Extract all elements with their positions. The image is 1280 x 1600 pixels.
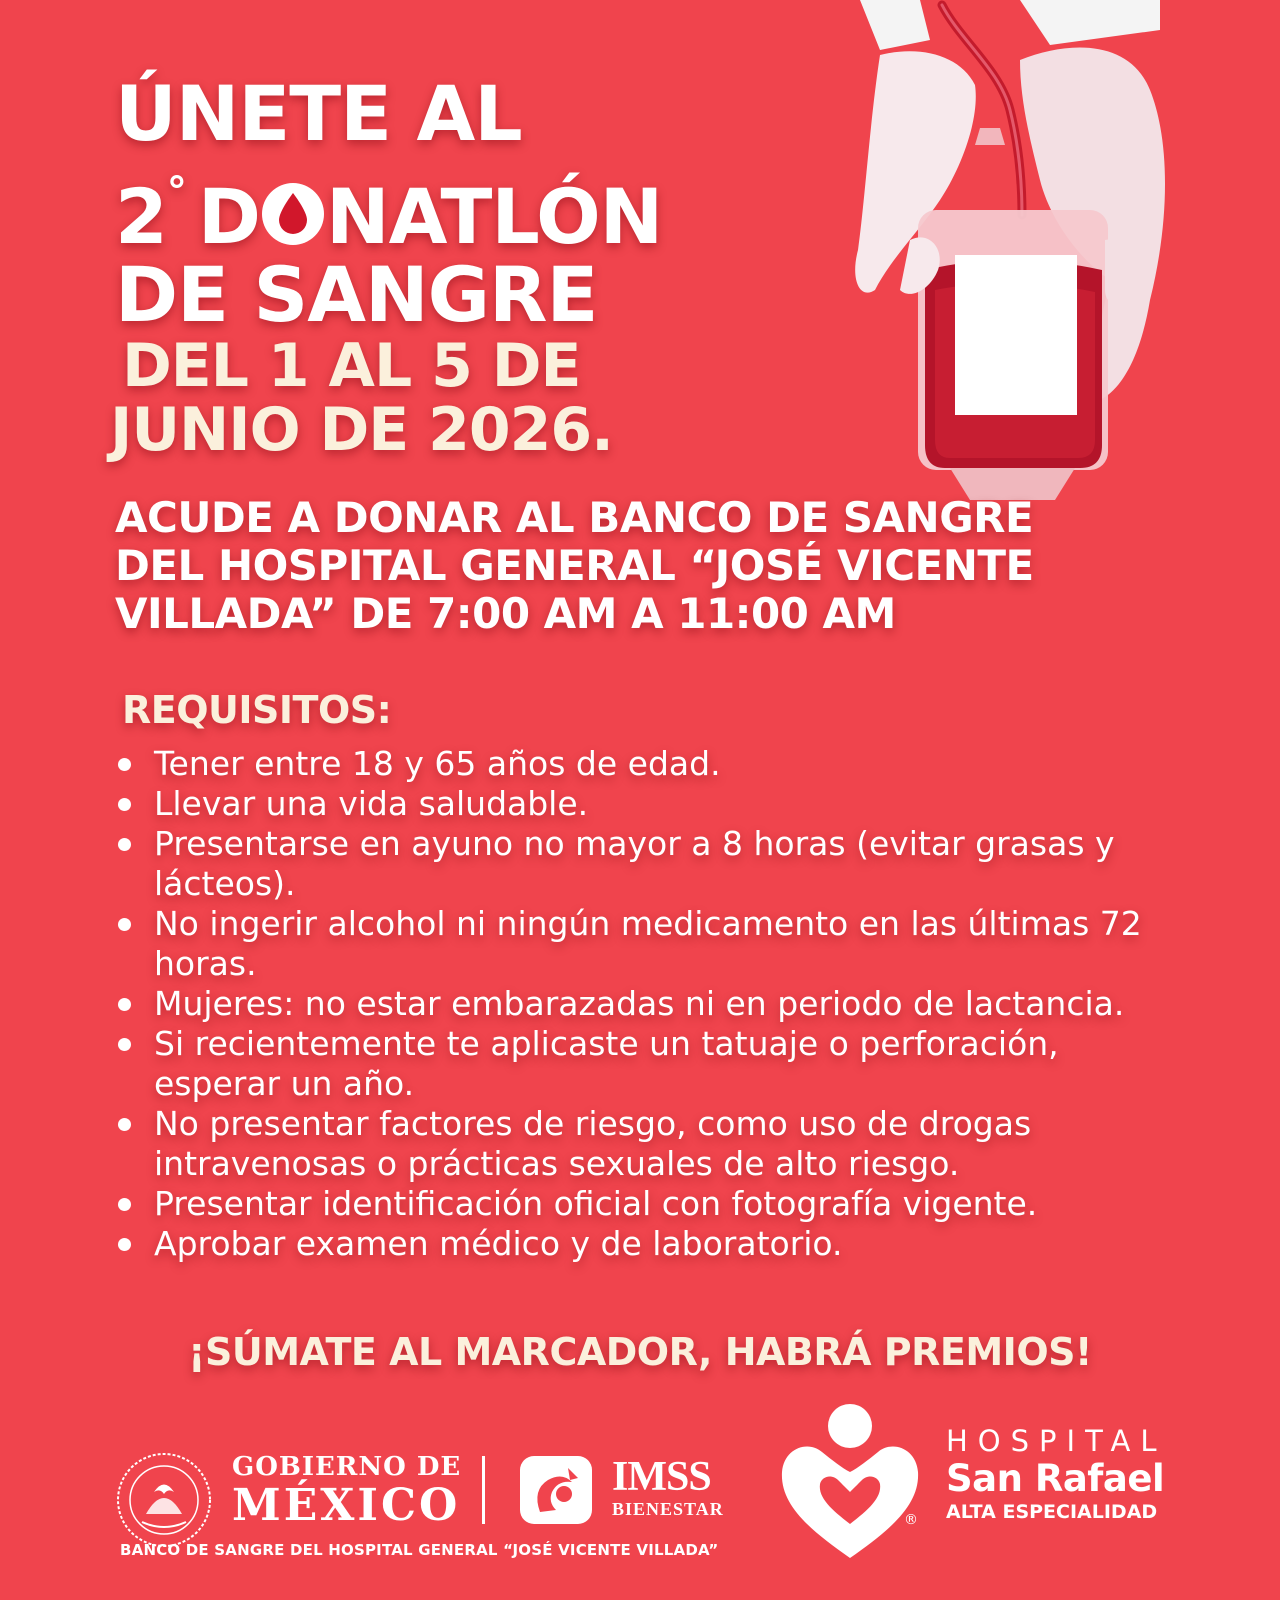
requirement-text: No ingerir alcohol ni ningún medicamento en las últimas 72 horas. bbox=[154, 904, 1142, 983]
logo-divider bbox=[482, 1456, 485, 1524]
title-rest: NATLÓN bbox=[325, 172, 663, 261]
title-degree: ° bbox=[166, 169, 186, 215]
bullet-icon bbox=[118, 1118, 131, 1131]
title-d: D bbox=[197, 172, 260, 261]
title-line-3: DE SANGRE bbox=[115, 250, 598, 339]
bullet-icon bbox=[118, 758, 131, 771]
hospital-line-2: San Rafael bbox=[946, 1457, 1165, 1500]
gobierno-line-1: GOBIERNO DE bbox=[232, 1452, 462, 1482]
gobierno-mexico-logo bbox=[232, 1452, 461, 1530]
hospital-line-3: ALTA ESPECIALIDAD bbox=[946, 1501, 1158, 1523]
requirement-text: Presentarse en ayuno no mayor a 8 horas (evitar grasas y lácteos). bbox=[154, 824, 1115, 903]
list-item bbox=[118, 904, 1188, 984]
list-item bbox=[118, 1104, 1188, 1184]
bullet-icon bbox=[118, 1198, 131, 1211]
venue-line-1: ACUDE A DONAR AL BANCO DE SANGRE bbox=[115, 493, 1034, 542]
event-dates bbox=[110, 331, 613, 465]
gobierno-line-2: MÉXICO bbox=[232, 1480, 461, 1531]
requirement-text: Aprobar examen médico y de laboratorio. bbox=[154, 1224, 843, 1263]
title-line-2 bbox=[115, 153, 663, 261]
bullet-icon bbox=[118, 1238, 131, 1251]
hospital-line-1: HOSPITAL bbox=[946, 1424, 1167, 1458]
san-rafael-logo-text bbox=[946, 1424, 1167, 1524]
requirements-list bbox=[118, 744, 1188, 1264]
requirement-text: Si recientemente te aplicaste un tatuaje o perforación, esperar un año. bbox=[154, 1024, 1059, 1103]
imss-bienestar-logo bbox=[612, 1456, 724, 1520]
title-number: 2 bbox=[115, 172, 167, 261]
bullet-icon bbox=[118, 998, 131, 1011]
footer-note: BANCO DE SANGRE DEL HOSPITAL GENERAL “JOSÉ VICENTE VILLADA” bbox=[120, 1541, 719, 1559]
requirement-text: Tener entre 18 y 65 años de edad. bbox=[154, 744, 721, 783]
list-item bbox=[118, 784, 1188, 824]
list-item bbox=[118, 1224, 1188, 1264]
list-item bbox=[118, 1024, 1188, 1104]
event-title bbox=[115, 69, 663, 339]
dates-line-1: DEL 1 AL 5 DE bbox=[122, 331, 581, 401]
requirement-text: No presentar factores de riesgo, como uso de drogas intravenosas o prácticas sexuales de alto riesgo. bbox=[154, 1104, 1032, 1183]
imss-logo-icon bbox=[518, 1454, 594, 1526]
venue-info bbox=[115, 494, 1075, 638]
list-item bbox=[118, 744, 1188, 784]
blood-drop-icon bbox=[262, 183, 324, 245]
imss-line-1: IMSS bbox=[612, 1454, 711, 1500]
mexico-seal-icon bbox=[116, 1452, 212, 1548]
call-to-action: ¡SÚMATE AL MARCADOR, HABRÁ PREMIOS! bbox=[188, 1330, 1092, 1374]
list-item bbox=[118, 984, 1188, 1024]
registered-mark: ® bbox=[904, 1512, 918, 1528]
venue-line-2: DEL HOSPITAL GENERAL “JOSÉ VICENTE bbox=[115, 541, 1034, 590]
list-item bbox=[118, 1184, 1188, 1224]
bullet-icon bbox=[118, 1038, 131, 1051]
bullet-icon bbox=[118, 798, 131, 811]
bullet-icon bbox=[118, 918, 131, 931]
requirements-heading: REQUISITOS: bbox=[122, 688, 392, 732]
san-rafael-heart-logo-icon bbox=[780, 1400, 920, 1560]
venue-line-3: VILLADA” DE 7:00 AM A 11:00 AM bbox=[115, 589, 896, 638]
blood-bag-illustration bbox=[850, 0, 1190, 510]
dates-line-2: JUNIO DE 2026. bbox=[110, 395, 613, 465]
requirement-text: Presentar identificación oficial con fotografía vigente. bbox=[154, 1184, 1038, 1223]
requirement-text: Mujeres: no estar embarazadas ni en periodo de lactancia. bbox=[154, 984, 1125, 1023]
bullet-icon bbox=[118, 838, 131, 851]
list-item bbox=[118, 824, 1188, 904]
title-line-1: ÚNETE AL bbox=[115, 69, 522, 158]
requirement-text: Llevar una vida saludable. bbox=[154, 784, 589, 823]
imss-line-2: BIENESTAR bbox=[612, 1499, 724, 1519]
